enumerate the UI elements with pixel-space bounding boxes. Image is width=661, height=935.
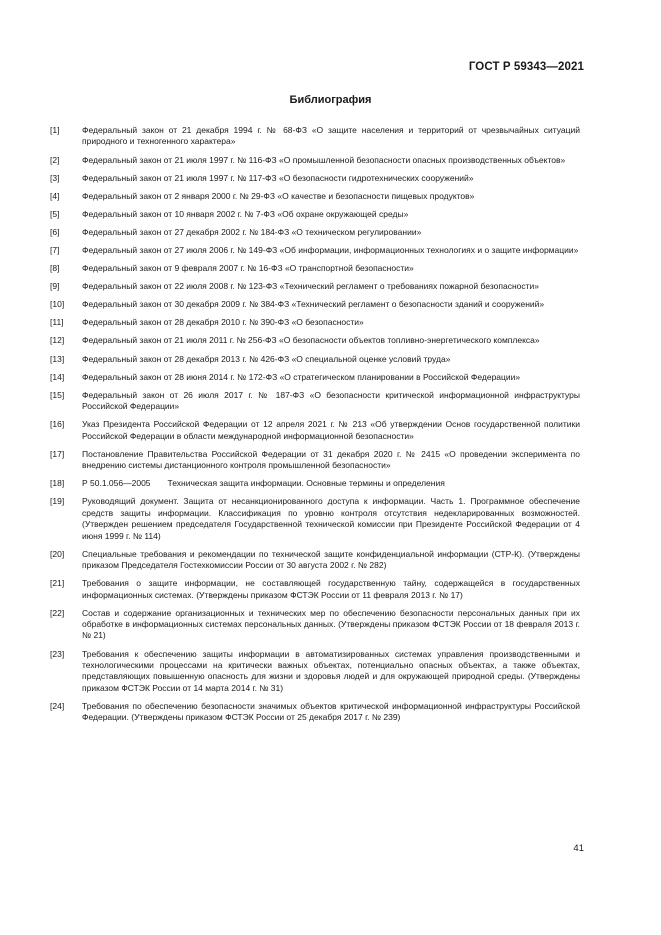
bibliography-entry bbox=[50, 191, 580, 202]
entry-number: [22] bbox=[50, 607, 65, 618]
bibliography-entry bbox=[50, 449, 580, 472]
bibliography-entry bbox=[50, 372, 580, 383]
entry-text: Федеральный закон от 21 июля 1997 г. № 116-ФЗ «О промышленной безопасности опасных производственных объектов» bbox=[82, 154, 566, 165]
bibliography-entry bbox=[50, 317, 580, 328]
entry-text: Федеральный закон от 21 июля 2011 г. № 256-ФЗ «О безопасности объектов топливно-энергетического комплекса» bbox=[82, 335, 540, 346]
entry-number: [24] bbox=[50, 700, 65, 711]
bibliography-entry bbox=[50, 419, 580, 442]
bibliography-entry bbox=[50, 649, 580, 695]
bibliography-entry bbox=[50, 549, 580, 572]
entry-text: Федеральный закон от 9 февраля 2007 г. № 16-ФЗ «О транспортной безопасности» bbox=[82, 263, 414, 274]
bibliography-entry bbox=[50, 354, 580, 365]
bibliography-entry bbox=[50, 155, 580, 166]
entry-text: Постановление Правительства Российской Федерации от 31 декабря 2020 г. № 2415 «О проведении эксперимента по внедрению системы дистанционного контроля промышленной безопасности» bbox=[82, 448, 580, 471]
entry-text: Федеральный закон от 28 июня 2014 г. № 172-ФЗ «О стратегическом планировании в Российской Федерации» bbox=[82, 371, 521, 382]
bibliography-entry bbox=[50, 335, 580, 346]
entry-text: Специальные требования и рекомендации по технической защите конфиденциальной информации (СТР-К). (Утверждены приказом Председателя Гостехкомиссии России от 30 августа 2002 г. № 282) bbox=[82, 548, 580, 571]
bibliography-entry bbox=[50, 496, 580, 542]
entry-number: [2] bbox=[50, 154, 60, 165]
entry-text: Федеральный закон от 22 июля 2008 г. № 123-ФЗ «Технический регламент о требованиях пожарной безопасности» bbox=[82, 281, 539, 292]
entry-text: Р 50.1.056—2005 Техническая защита информации. Основные термины и определения bbox=[82, 478, 445, 489]
bibliography-entry bbox=[50, 299, 580, 310]
entry-text: Состав и содержание организационных и технических мер по обеспечению безопасности персональных данных при их обработке в информационных системах персональных данных. (Утверждены приказом ФСТЭК России от 18 февраля 2013 г. № 21) bbox=[82, 607, 580, 641]
entry-number: [12] bbox=[50, 335, 65, 346]
bibliography-entry bbox=[50, 209, 580, 220]
entry-number: [19] bbox=[50, 496, 65, 507]
entry-number: [18] bbox=[50, 478, 65, 489]
entry-text: Руководящий документ. Защита от несанкционированного доступа к информации. Часть 1. Программное обеспечение средств защиты информации. Классификация по уровню контроля отсутствия недекларированных возможностей. (Утвержден решением председателя Государственной технической комиссии при Президенте Российской Федерации от 4 июня 1999 г. № 114) bbox=[82, 496, 580, 541]
entry-text: Федеральный закон от 21 июля 1997 г. № 117-ФЗ «О безопасности гидротехнических сооружений» bbox=[82, 172, 474, 183]
page-number: 41 bbox=[573, 843, 584, 854]
entry-number: [16] bbox=[50, 419, 65, 430]
entry-number: [20] bbox=[50, 548, 65, 559]
entry-text: Федеральный закон от 26 июля 2017 г. № 187-ФЗ «О безопасности критической информационной инфраструктуры Российской Федерации» bbox=[82, 389, 580, 412]
entry-text: Федеральный закон от 2 января 2000 г. № 29-ФЗ «О качестве и безопасности пищевых продуктов» bbox=[82, 190, 475, 201]
entry-number: [15] bbox=[50, 389, 65, 400]
entry-text: Требования о защите информации, не составляющей государственную тайну, содержащейся в государственных информационных системах. (Утверждены приказом ФСТЭК России от 11 февраля 2013 г. № 17) bbox=[82, 578, 580, 600]
entry-text: Указ Президента Российской Федерации от 12 апреля 2021 г. № 213 «Об утверждении Основ государственной политики Российской Федерации в области международной информационной безопасности» bbox=[82, 419, 580, 441]
entry-number: [17] bbox=[50, 448, 65, 459]
bibliography-entry bbox=[50, 125, 580, 148]
bibliography-entry bbox=[50, 281, 580, 292]
entry-text: Требования по обеспечению безопасности значимых объектов критической информационной инфраструктуры Российской Федерации. (Утверждены приказом ФСТЭК России от 25 декабря 2017 г. № 239) bbox=[82, 700, 580, 723]
bibliography-list bbox=[50, 125, 580, 730]
bibliography-entry bbox=[50, 578, 580, 601]
bibliography-entry bbox=[50, 390, 580, 413]
entry-text: Федеральный закон от 10 января 2002 г. № 7-ФЗ «Об охране окружающей среды» bbox=[82, 208, 409, 219]
entry-text: Федеральный закон от 27 декабря 2002 г. № 184-ФЗ «О техническом регулировании» bbox=[82, 226, 422, 237]
bibliography-title: Библиография bbox=[289, 94, 372, 106]
entry-text: Федеральный закон от 28 декабря 2013 г. № 426-ФЗ «О специальной оценке условий труда» bbox=[82, 353, 451, 364]
entry-text: Федеральный закон от 27 июля 2006 г. № 149-ФЗ «Об информации, информационных технологиях и о защите информации» bbox=[82, 244, 579, 255]
entry-number: [4] bbox=[50, 190, 60, 201]
entry-number: [13] bbox=[50, 353, 65, 364]
bibliography-entry bbox=[50, 227, 580, 238]
bibliography-entry bbox=[50, 478, 580, 489]
entry-text: Федеральный закон от 28 декабря 2010 г. № 390-ФЗ «О безопасности» bbox=[82, 317, 364, 328]
entry-number: [14] bbox=[50, 371, 65, 382]
entry-number: [10] bbox=[50, 299, 65, 310]
bibliography-entry bbox=[50, 173, 580, 184]
bibliography-entry bbox=[50, 608, 580, 642]
bibliography-entry bbox=[50, 263, 580, 274]
entry-number: [8] bbox=[50, 263, 60, 274]
entry-number: [6] bbox=[50, 226, 60, 237]
bibliography-entry bbox=[50, 701, 580, 724]
entry-number: [11] bbox=[50, 317, 64, 328]
entry-text: Требования к обеспечению защиты информации в автоматизированных системах управления производственными и технологическими процессами на критически важных объектах, потенциально опасных объектах, а также объектах, представляющих повышенную опасность для жизни и здоровья людей и для окружающей природной среды. (Утверждены приказом ФСТЭК России от 14 марта 2014 г. № 31) bbox=[82, 648, 580, 693]
entry-number: [9] bbox=[50, 281, 60, 292]
entry-number: [3] bbox=[50, 172, 60, 183]
entry-number: [5] bbox=[50, 208, 60, 219]
entry-number: [7] bbox=[50, 244, 60, 255]
entry-text: Федеральный закон от 30 декабря 2009 г. № 384-ФЗ «Технический регламент о безопасности зданий и сооружений» bbox=[82, 299, 545, 310]
entry-number: [1] bbox=[50, 125, 60, 135]
entry-number: [21] bbox=[50, 578, 65, 589]
entry-text: Федеральный закон от 21 декабря 1994 г. № 68-ФЗ «О защите населения и территорий от чрезвычайных ситуаций природного и техногенного характера» bbox=[82, 125, 580, 147]
document-code: ГОСТ Р 59343—2021 bbox=[468, 61, 584, 73]
bibliography-entry bbox=[50, 245, 580, 256]
entry-number: [23] bbox=[50, 648, 65, 659]
